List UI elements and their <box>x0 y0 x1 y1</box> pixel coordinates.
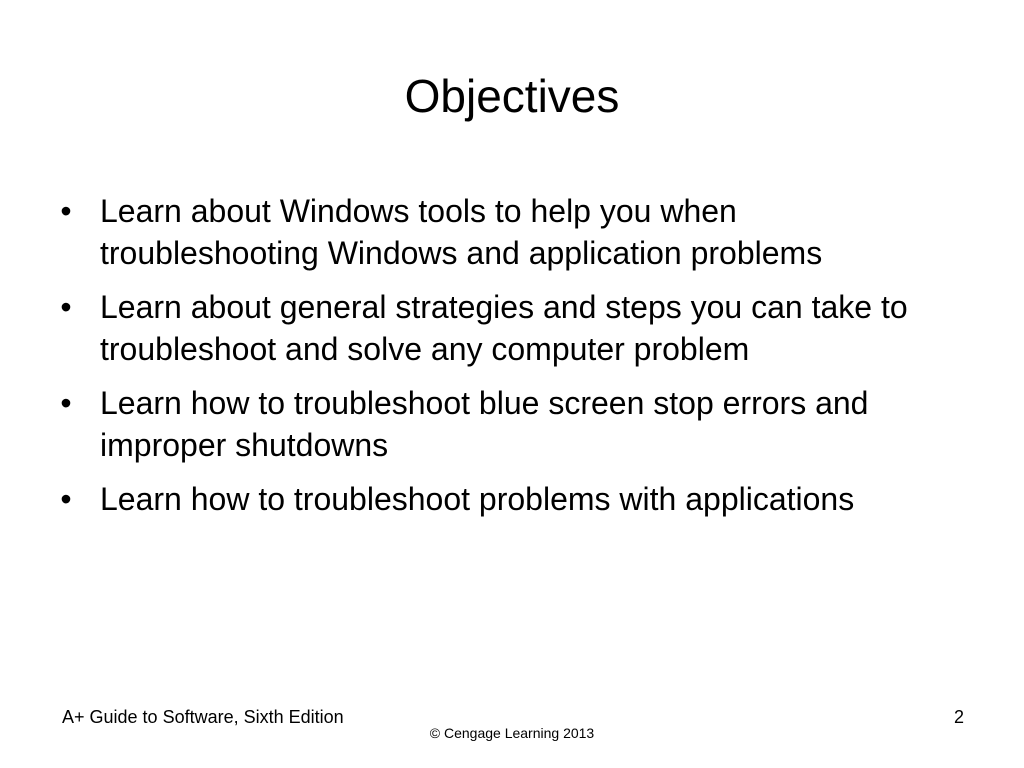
bullet-icon: • <box>60 385 72 421</box>
bullet-text: Learn how to troubleshoot blue screen stop errors and improper shutdowns <box>100 385 869 463</box>
slide-title: Objectives <box>404 70 620 122</box>
bullet-list <box>56 190 956 532</box>
bullet-item <box>56 382 956 466</box>
bullet-text: Learn how to troubleshoot problems with applications <box>100 481 855 517</box>
bullet-text: Learn about Windows tools to help you when troubleshooting Windows and application problems <box>100 193 823 271</box>
bullet-icon: • <box>60 289 72 325</box>
bullet-item <box>56 190 956 274</box>
bullet-text: Learn about general strategies and steps you can take to troubleshoot and solve any computer problem <box>100 289 908 367</box>
bullet-icon: • <box>60 481 72 517</box>
bullet-item <box>56 478 956 520</box>
footer-copyright: © Cengage Learning 2013 <box>429 725 595 741</box>
page-number: 2 <box>953 707 964 727</box>
footer-book-title: A+ Guide to Software, Sixth Edition <box>62 707 344 727</box>
bullet-item <box>56 286 956 370</box>
bullet-icon: • <box>60 193 72 229</box>
